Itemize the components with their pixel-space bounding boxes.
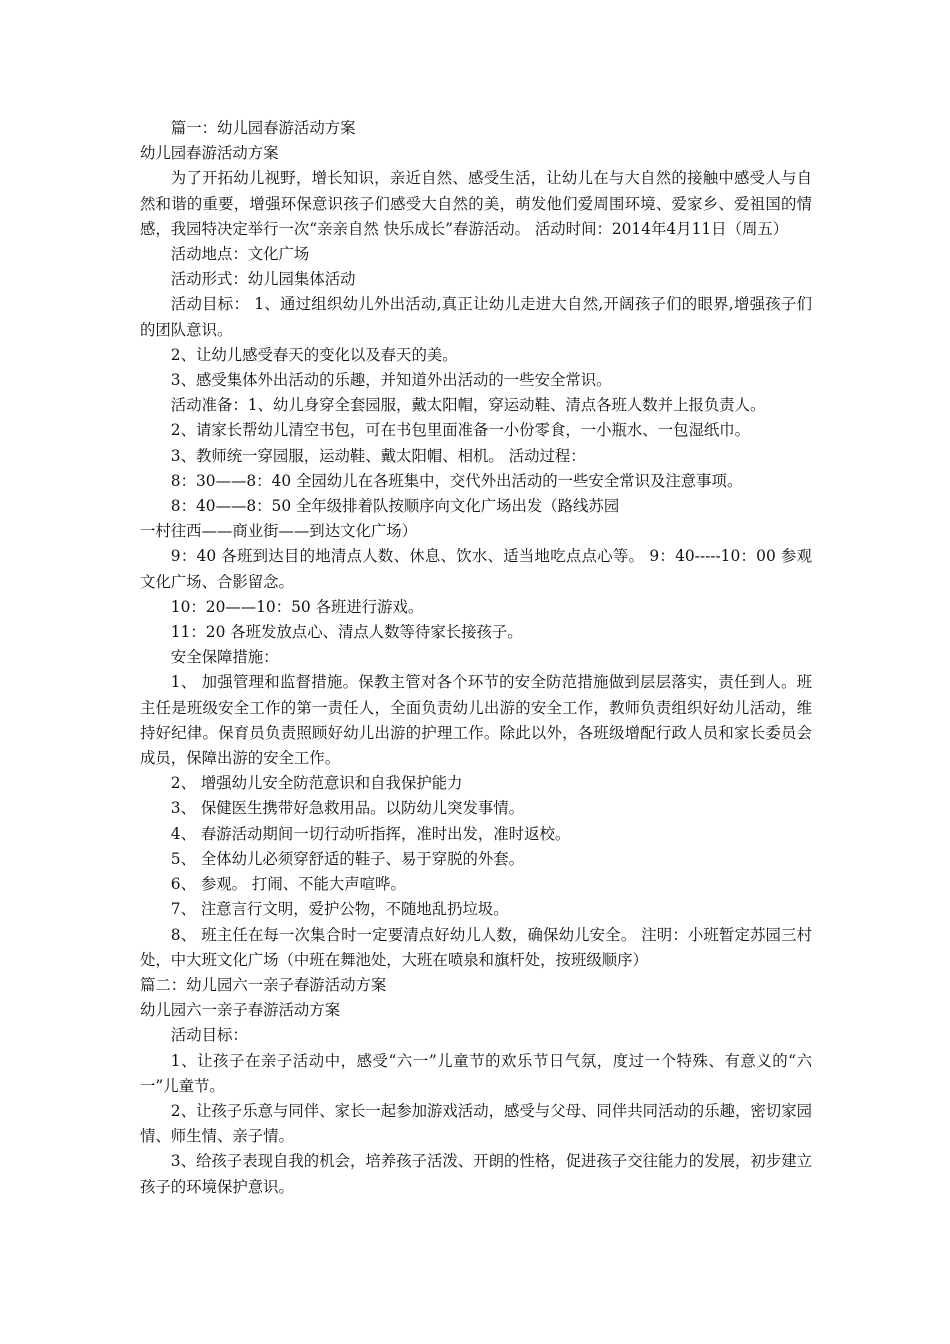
- paragraph-safety-6: 6、 参观。 打闹、不能大声喧哗。: [170, 875, 406, 894]
- document-title-1: 幼儿园春游活动方案: [140, 144, 279, 163]
- paragraph-goals-heading: 活动目标：: [170, 1026, 248, 1045]
- paragraph-schedule-1: 8：30——8：40 全园幼儿在各班集中，交代外出活动的一些安全常识及注意事项。: [170, 471, 743, 490]
- paragraph-goal-3: 3、感受集体外出活动的乐趣，并知道外出活动的一些安全常识。: [170, 371, 612, 390]
- paragraph-safety-5: 5、 全体幼儿必须穿舒适的鞋子、易于穿脱的外套。: [170, 849, 525, 868]
- paragraph-goal-b2: 2、让孩子乐意与同伴、家长一起参加游戏活动，感受与父母、同伴共同活动的乐趣，密切家园情、师生情、亲子情。: [140, 1101, 812, 1146]
- paragraph-location: 活动地点：文化广场: [170, 245, 310, 264]
- paragraph-prep-3: 3、教师统一穿园服，运动鞋、戴太阳帽、相机。 活动过程：: [170, 446, 586, 465]
- paragraph-safety-heading: 安全保障措施：: [170, 648, 279, 667]
- section-heading-2: 篇二：幼儿园六一亲子春游活动方案: [140, 975, 387, 994]
- paragraph-safety-1: 1、 加强管理和监督措施。保教主管对各个环节的安全防范措施做到层层落实，责任到人。班主任是班级安全工作的第一责任人，全面负责幼儿出游的安全工作，教师负责组织好幼儿活动，维持好纪律。保育员负责照顾好幼儿出游的护理工作。除此以外，各班级增配行政人员和家长委员会成员，保障出游的安全工作。: [140, 673, 812, 768]
- paragraph-schedule-5: 11：20 各班发放点心、清点人数等待家长接孩子。: [170, 623, 523, 642]
- document-page: [140, 116, 812, 1200]
- paragraph-format: 活动形式：幼儿园集体活动: [170, 270, 356, 289]
- paragraph-prep-2: 2、请家长帮幼儿清空书包，可在书包里面准备一小份零食，一小瓶水、一包湿纸巾。: [170, 421, 751, 440]
- section-heading-1: 篇一：幼儿园春游活动方案: [170, 119, 356, 137]
- paragraph-goal-2: 2、让幼儿感受春天的变化以及春天的美。: [170, 345, 458, 364]
- paragraph-goal-b3: 3、给孩子表现自我的机会，培养孩子活泼、开朗的性格，促进孩子交往能力的发展，初步建立孩子的环境保护意识。: [140, 1152, 812, 1196]
- paragraph-goal-b1: 1、让孩子在亲子活动中，感受“六一”儿童节的欢乐节日气氛，度过一个特殊、有意义的“六一”儿童节。: [140, 1051, 812, 1095]
- paragraph-goal-1: 活动目标： 1、通过组织幼儿外出活动,真正让幼儿走进大自然,开阔孩子们的眼界,增强孩子们的团队意识。: [140, 295, 812, 339]
- paragraph-schedule-4: 10：20——10：50 各班进行游戏。: [170, 597, 424, 616]
- paragraph-schedule-2b: 一村往西——商业街——到达文化广场）: [140, 522, 418, 541]
- paragraph-prep-1: 活动准备：1、幼儿身穿全套园服，戴太阳帽，穿运动鞋、清点各班人数并上报负责人。: [170, 396, 766, 415]
- paragraph-safety-3: 3、 保健医生携带好急救用品。以防幼儿突发事情。: [170, 799, 525, 818]
- paragraph-safety-4: 4、 春游活动期间一切行动听指挥，准时出发，准时返校。: [170, 824, 571, 843]
- paragraph-intro: 为了开拓幼儿视野，增长知识，亲近自然、感受生活，让幼儿在与大自然的接触中感受人与自然和谐的重要，增强环保意识孩子们感受大自然的美，萌发他们爱周围环境、爱家乡、爱祖国的情感，我园特决定举行一次“亲亲自然 快乐成长”春游活动。 活动时间：2014年4月11日（周五）: [140, 169, 812, 238]
- paragraph-schedule-2a: 8：40——8：50 全年级排着队按顺序向文化广场出发（路线苏园: [170, 497, 620, 516]
- document-title-2: 幼儿园六一亲子春游活动方案: [140, 1001, 341, 1020]
- paragraph-safety-7: 7、 注意言行文明，爱护公物，不随地乱扔垃圾。: [170, 900, 509, 919]
- paragraph-safety-2: 2、 增强幼儿安全防范意识和自我保护能力: [170, 774, 463, 793]
- paragraph-schedule-3: 9：40 各班到达目的地清点人数、休息、饮水、适当地吃点点心等。 9：40-----10：00 参观文化广场、合影留念。: [140, 547, 812, 591]
- paragraph-safety-8: 8、 班主任在每一次集合时一定要清点好幼儿人数，确保幼儿安全。 注明：小班暂定苏园三村处，中大班文化广场（中班在舞池处，大班在喷泉和旗杆处，按班级顺序）: [140, 925, 812, 969]
